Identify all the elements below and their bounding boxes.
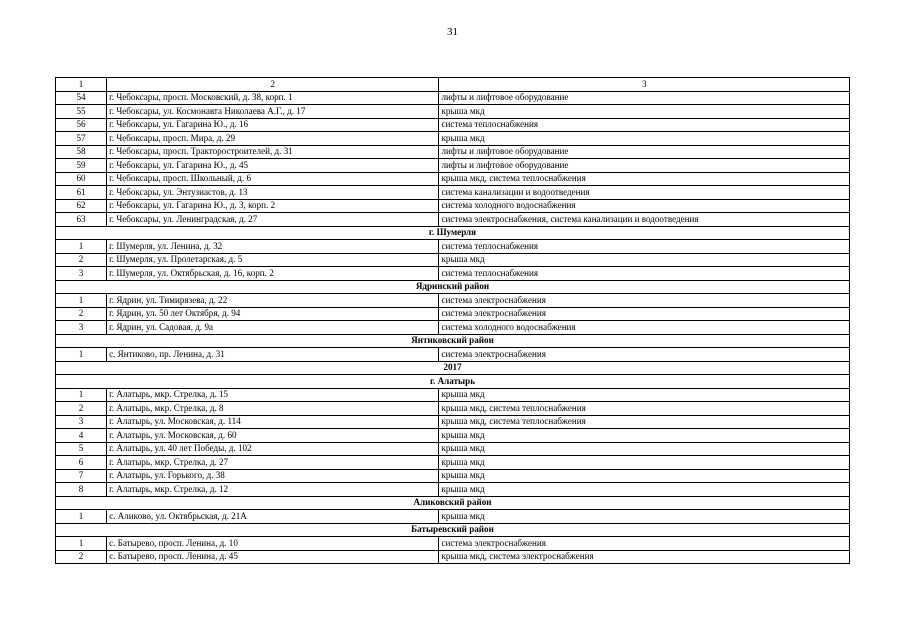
address-cell: г. Ядрин, ул. 50 лет Октября, д. 94 — [107, 307, 439, 321]
row-number-cell: 56 — [56, 118, 107, 132]
work-type-cell: крыша мкд — [439, 105, 850, 119]
table-row — [56, 91, 850, 105]
address-cell: г. Шумерля, ул. Октябрьская, д. 16, корп. 2 — [107, 267, 439, 281]
address-cell: г. Чебоксары, просп. Тракторостроителей, д. 31 — [107, 145, 439, 159]
work-type-cell: система электроснабжения — [439, 294, 850, 308]
address-cell: г. Алатырь, ул. Московская, д. 114 — [107, 415, 439, 429]
address-cell: г. Чебоксары, ул. Гагарина Ю., д. 3, корп. 2 — [107, 199, 439, 213]
repair-register-table — [55, 77, 850, 564]
table-row — [56, 213, 850, 227]
row-number-cell: 6 — [56, 456, 107, 470]
work-type-cell: система теплоснабжения — [439, 118, 850, 132]
row-number-cell: 2 — [56, 253, 107, 267]
address-cell: с. Аликово, ул. Октябрьская, д. 21А — [107, 510, 439, 524]
table-row — [56, 159, 850, 173]
work-type-cell: крыша мкд — [439, 456, 850, 470]
table-row — [56, 456, 850, 470]
address-cell: г. Чебоксары, ул. Гагарина Ю., д. 45 — [107, 159, 439, 173]
section-header-row — [56, 226, 850, 240]
address-cell: г. Чебоксары, ул. Гагарина Ю., д. 16 — [107, 118, 439, 132]
section-header-row — [56, 280, 850, 294]
table-row — [56, 348, 850, 362]
work-type-cell: лифты и лифтовое оборудование — [439, 145, 850, 159]
section-header-row — [56, 334, 850, 348]
work-type-cell: лифты и лифтовое оборудование — [439, 91, 850, 105]
table-row — [56, 132, 850, 146]
table-row — [56, 402, 850, 416]
table-row — [56, 307, 850, 321]
work-type-cell: система холодного водоснабжения — [439, 321, 850, 335]
address-cell: с. Батырево, просп. Ленина, д. 10 — [107, 537, 439, 551]
table-row — [56, 118, 850, 132]
row-number-cell: 54 — [56, 91, 107, 105]
row-number-cell: 61 — [56, 186, 107, 200]
section-header-row — [56, 496, 850, 510]
row-number-cell: 59 — [56, 159, 107, 173]
row-number-cell: 62 — [56, 199, 107, 213]
table-row — [56, 510, 850, 524]
table-row — [56, 537, 850, 551]
address-cell: с. Батырево, просп. Ленина, д. 45 — [107, 550, 439, 564]
row-number-cell: 2 — [56, 550, 107, 564]
column-header-number: 1 — [56, 78, 107, 92]
row-number-cell: 55 — [56, 105, 107, 119]
column-header-address: 2 — [107, 78, 439, 92]
work-type-cell: крыша мкд — [439, 388, 850, 402]
table-row — [56, 321, 850, 335]
work-type-cell: система электроснабжения — [439, 537, 850, 551]
address-cell: г. Шумерля, ул. Пролетарская, д. 5 — [107, 253, 439, 267]
column-header-work: 3 — [439, 78, 850, 92]
address-cell: с. Янтиково, пр. Ленина, д. 31 — [107, 348, 439, 362]
row-number-cell: 1 — [56, 537, 107, 551]
row-number-cell: 57 — [56, 132, 107, 146]
row-number-cell: 1 — [56, 388, 107, 402]
section-header-row — [56, 375, 850, 389]
table-row — [56, 199, 850, 213]
address-cell: г. Чебоксары, ул. Космонавта Николаева А.Г., д. 17 — [107, 105, 439, 119]
section-title: г. Алатырь — [56, 375, 850, 389]
table-row — [56, 145, 850, 159]
section-header-row — [56, 361, 850, 375]
work-type-cell: крыша мкд, система электроснабжения — [439, 550, 850, 564]
row-number-cell: 2 — [56, 402, 107, 416]
work-type-cell: крыша мкд — [439, 510, 850, 524]
work-type-cell: система теплоснабжения — [439, 240, 850, 254]
work-type-cell: крыша мкд — [439, 469, 850, 483]
row-number-cell: 5 — [56, 442, 107, 456]
address-cell: г. Ядрин, ул. Тимирязева, д. 22 — [107, 294, 439, 308]
table-row — [56, 483, 850, 497]
row-number-cell: 1 — [56, 348, 107, 362]
row-number-cell: 8 — [56, 483, 107, 497]
address-cell: г. Алатырь, ул. Московская, д. 60 — [107, 429, 439, 443]
work-type-cell: лифты и лифтовое оборудование — [439, 159, 850, 173]
address-cell: г. Алатырь, ул. Горького, д. 38 — [107, 469, 439, 483]
table-row — [56, 294, 850, 308]
section-title: Ядринский район — [56, 280, 850, 294]
table-row — [56, 469, 850, 483]
row-number-cell: 60 — [56, 172, 107, 186]
section-title: Янтиковский район — [56, 334, 850, 348]
address-cell: г. Алатырь, мкр. Стрелка, д. 12 — [107, 483, 439, 497]
address-cell: г. Чебоксары, просп. Московский, д. 38, корп. 1 — [107, 91, 439, 105]
address-cell: г. Чебоксары, просп. Мира, д. 29 — [107, 132, 439, 146]
table-row — [56, 253, 850, 267]
column-header-row — [56, 78, 850, 92]
table-row — [56, 172, 850, 186]
row-number-cell: 58 — [56, 145, 107, 159]
row-number-cell: 3 — [56, 267, 107, 281]
table-row — [56, 267, 850, 281]
table-row — [56, 240, 850, 254]
section-title: 2017 — [56, 361, 850, 375]
section-header-row — [56, 523, 850, 537]
row-number-cell: 1 — [56, 510, 107, 524]
address-cell: г. Чебоксары, просп. Школьный, д. 6 — [107, 172, 439, 186]
address-cell: г. Чебоксары, ул. Энтузиастов, д. 13 — [107, 186, 439, 200]
table-row — [56, 388, 850, 402]
table-row — [56, 442, 850, 456]
address-cell: г. Чебоксары, ул. Ленинградская, д. 27 — [107, 213, 439, 227]
table-row — [56, 186, 850, 200]
work-type-cell: система электроснабжения — [439, 348, 850, 362]
address-cell: г. Алатырь, мкр. Стрелка, д. 8 — [107, 402, 439, 416]
work-type-cell: крыша мкд — [439, 442, 850, 456]
table-row — [56, 415, 850, 429]
work-type-cell: крыша мкд, система теплоснабжения — [439, 415, 850, 429]
work-type-cell: система электроснабжения — [439, 307, 850, 321]
work-type-cell: крыша мкд, система теплоснабжения — [439, 172, 850, 186]
table-row — [56, 429, 850, 443]
work-type-cell: крыша мкд — [439, 429, 850, 443]
table-body — [56, 78, 850, 564]
work-type-cell: крыша мкд — [439, 132, 850, 146]
table-row — [56, 550, 850, 564]
work-type-cell: система электроснабжения, система канализации и водоотведения — [439, 213, 850, 227]
address-cell: г. Шумерля, ул. Ленина, д. 32 — [107, 240, 439, 254]
row-number-cell: 1 — [56, 294, 107, 308]
address-cell: г. Ядрин, ул. Садовая, д. 9а — [107, 321, 439, 335]
work-type-cell: крыша мкд — [439, 483, 850, 497]
row-number-cell: 4 — [56, 429, 107, 443]
section-title: г. Шумерля — [56, 226, 850, 240]
row-number-cell: 3 — [56, 415, 107, 429]
work-type-cell: система теплоснабжения — [439, 267, 850, 281]
row-number-cell: 7 — [56, 469, 107, 483]
section-title: Аликовский район — [56, 496, 850, 510]
row-number-cell: 3 — [56, 321, 107, 335]
page-number: 31 — [447, 26, 458, 38]
work-type-cell: система холодного водоснабжения — [439, 199, 850, 213]
address-cell: г. Алатырь, ул. 40 лет Победы, д. 102 — [107, 442, 439, 456]
section-title: Батыревский район — [56, 523, 850, 537]
address-cell: г. Алатырь, мкр. Стрелка, д. 27 — [107, 456, 439, 470]
work-type-cell: крыша мкд — [439, 253, 850, 267]
row-number-cell: 2 — [56, 307, 107, 321]
row-number-cell: 63 — [56, 213, 107, 227]
address-cell: г. Алатырь, мкр. Стрелка, д. 15 — [107, 388, 439, 402]
table-row — [56, 105, 850, 119]
row-number-cell: 1 — [56, 240, 107, 254]
work-type-cell: система канализации и водоотведения — [439, 186, 850, 200]
work-type-cell: крыша мкд, система теплоснабжения — [439, 402, 850, 416]
